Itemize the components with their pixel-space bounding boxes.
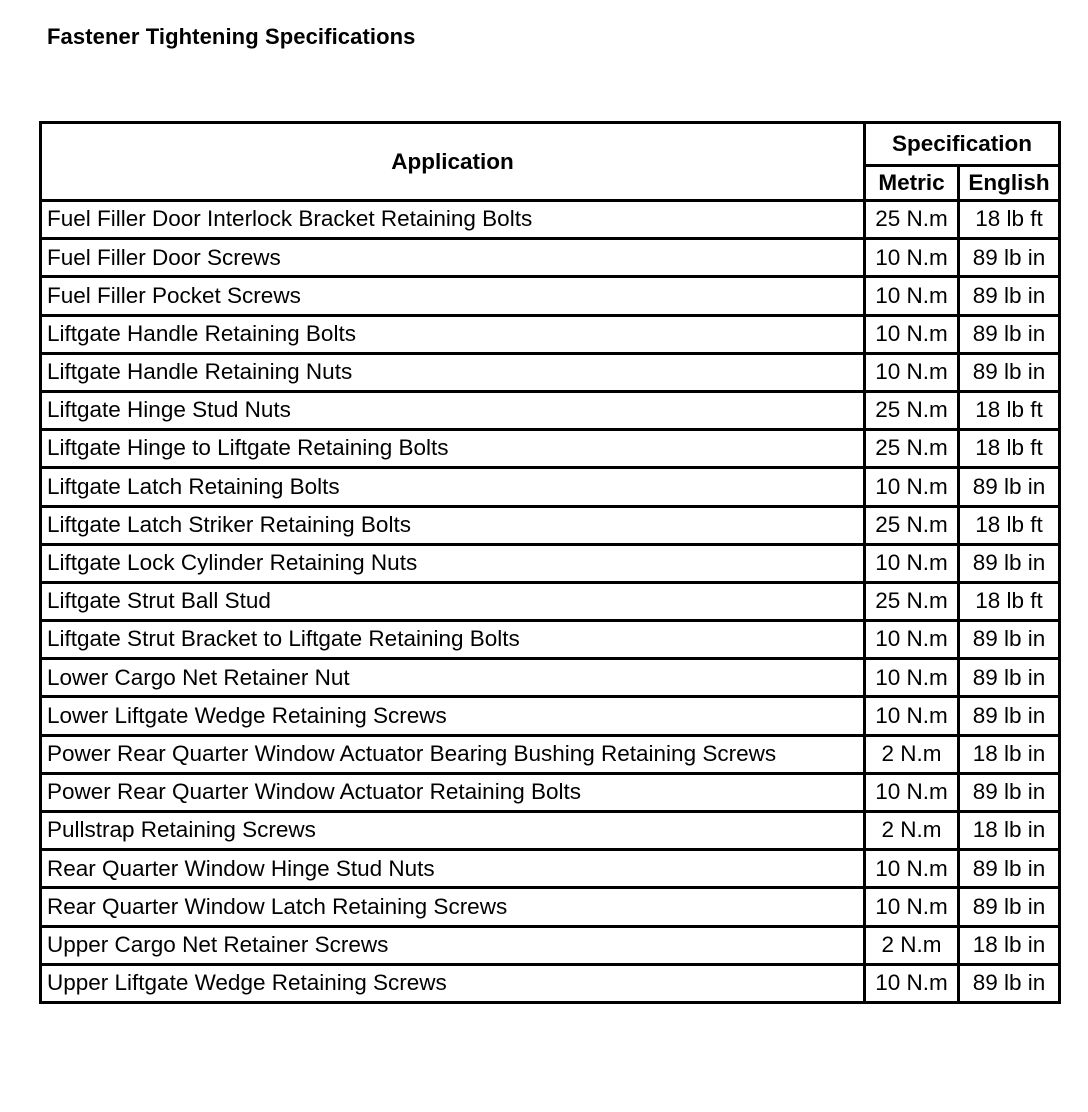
cell-application: Liftgate Lock Cylinder Retaining Nuts	[41, 544, 865, 582]
cell-metric: 10 N.m	[865, 888, 959, 926]
cell-application: Lower Liftgate Wedge Retaining Screws	[41, 697, 865, 735]
cell-metric: 2 N.m	[865, 812, 959, 850]
cell-metric: 25 N.m	[865, 430, 959, 468]
cell-metric: 10 N.m	[865, 544, 959, 582]
cell-english: 89 lb in	[959, 277, 1060, 315]
cell-application: Fuel Filler Door Screws	[41, 239, 865, 277]
header-application: Application	[41, 123, 865, 201]
cell-english: 18 lb in	[959, 926, 1060, 964]
cell-application: Liftgate Handle Retaining Nuts	[41, 353, 865, 391]
cell-english: 89 lb in	[959, 697, 1060, 735]
cell-english: 18 lb in	[959, 735, 1060, 773]
table-row	[41, 582, 1060, 620]
table-row	[41, 735, 1060, 773]
cell-metric: 10 N.m	[865, 239, 959, 277]
cell-metric: 10 N.m	[865, 697, 959, 735]
cell-english: 89 lb in	[959, 888, 1060, 926]
cell-metric: 10 N.m	[865, 353, 959, 391]
table-row	[41, 812, 1060, 850]
cell-english: 18 lb ft	[959, 506, 1060, 544]
table-row	[41, 773, 1060, 811]
cell-metric: 25 N.m	[865, 582, 959, 620]
cell-application: Upper Cargo Net Retainer Screws	[41, 926, 865, 964]
cell-english: 89 lb in	[959, 621, 1060, 659]
cell-english: 89 lb in	[959, 850, 1060, 888]
cell-metric: 10 N.m	[865, 659, 959, 697]
header-metric: Metric	[865, 166, 959, 201]
table-row	[41, 430, 1060, 468]
cell-application: Power Rear Quarter Window Actuator Bearing Bushing Retaining Screws	[41, 735, 865, 773]
cell-english: 18 lb ft	[959, 201, 1060, 239]
cell-metric: 10 N.m	[865, 850, 959, 888]
table-row	[41, 468, 1060, 506]
cell-application: Power Rear Quarter Window Actuator Retaining Bolts	[41, 773, 865, 811]
cell-application: Fuel Filler Door Interlock Bracket Retaining Bolts	[41, 201, 865, 239]
table-row	[41, 888, 1060, 926]
cell-metric: 10 N.m	[865, 468, 959, 506]
cell-english: 18 lb ft	[959, 391, 1060, 429]
table-row	[41, 621, 1060, 659]
cell-application: Liftgate Latch Retaining Bolts	[41, 468, 865, 506]
cell-metric: 2 N.m	[865, 926, 959, 964]
table-row	[41, 391, 1060, 429]
table-body	[41, 201, 1060, 1003]
cell-application: Liftgate Hinge to Liftgate Retaining Bolts	[41, 430, 865, 468]
cell-metric: 10 N.m	[865, 964, 959, 1002]
cell-english: 18 lb in	[959, 812, 1060, 850]
cell-english: 89 lb in	[959, 353, 1060, 391]
fastener-spec-table	[39, 121, 1061, 1004]
cell-application: Liftgate Handle Retaining Bolts	[41, 315, 865, 353]
cell-english: 89 lb in	[959, 468, 1060, 506]
table-row	[41, 850, 1060, 888]
table-header	[41, 123, 1060, 201]
cell-metric: 25 N.m	[865, 506, 959, 544]
table-row	[41, 201, 1060, 239]
table-row	[41, 239, 1060, 277]
cell-metric: 2 N.m	[865, 735, 959, 773]
table-row	[41, 926, 1060, 964]
cell-application: Liftgate Latch Striker Retaining Bolts	[41, 506, 865, 544]
cell-application: Lower Cargo Net Retainer Nut	[41, 659, 865, 697]
cell-english: 18 lb ft	[959, 430, 1060, 468]
cell-application: Liftgate Strut Ball Stud	[41, 582, 865, 620]
cell-english: 89 lb in	[959, 773, 1060, 811]
cell-application: Liftgate Strut Bracket to Liftgate Retaining Bolts	[41, 621, 865, 659]
cell-application: Fuel Filler Pocket Screws	[41, 277, 865, 315]
cell-english: 89 lb in	[959, 659, 1060, 697]
cell-english: 89 lb in	[959, 239, 1060, 277]
page-title: Fastener Tightening Specifications	[47, 24, 416, 49]
table-row	[41, 506, 1060, 544]
cell-metric: 10 N.m	[865, 315, 959, 353]
table-row	[41, 277, 1060, 315]
cell-metric: 10 N.m	[865, 277, 959, 315]
cell-english: 89 lb in	[959, 315, 1060, 353]
cell-metric: 10 N.m	[865, 773, 959, 811]
cell-english: 89 lb in	[959, 544, 1060, 582]
cell-metric: 25 N.m	[865, 391, 959, 429]
table-row	[41, 544, 1060, 582]
cell-application: Rear Quarter Window Latch Retaining Screws	[41, 888, 865, 926]
table-row	[41, 964, 1060, 1002]
table-row	[41, 659, 1060, 697]
table-row	[41, 353, 1060, 391]
cell-application: Upper Liftgate Wedge Retaining Screws	[41, 964, 865, 1002]
table-row	[41, 315, 1060, 353]
header-specification: Specification	[865, 123, 1060, 166]
cell-english: 89 lb in	[959, 964, 1060, 1002]
table-row	[41, 697, 1060, 735]
cell-application: Liftgate Hinge Stud Nuts	[41, 391, 865, 429]
cell-english: 18 lb ft	[959, 582, 1060, 620]
cell-metric: 10 N.m	[865, 621, 959, 659]
cell-metric: 25 N.m	[865, 201, 959, 239]
header-english: English	[959, 166, 1060, 201]
cell-application: Rear Quarter Window Hinge Stud Nuts	[41, 850, 865, 888]
cell-application: Pullstrap Retaining Screws	[41, 812, 865, 850]
